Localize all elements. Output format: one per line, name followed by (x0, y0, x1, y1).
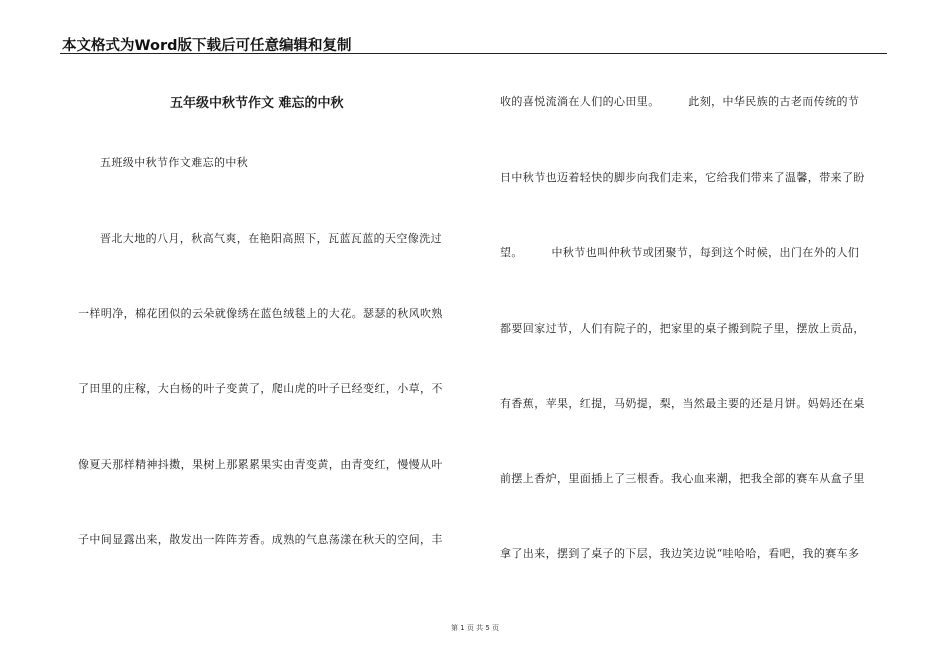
text-line: 像夏天那样精神抖擞，果树上那累累果实由青变黄，由青变红，慢慢从叶 (78, 458, 443, 471)
page-number-footer: 第 1 页 共 5 页 (450, 624, 500, 632)
text-line: 晋北大地的八月，秋高气爽，在艳阳高照下，瓦蓝瓦蓝的天空像洗过 (100, 232, 442, 245)
text-line: 一样明净，棉花团似的云朵就像绣在蓝色绒毯上的大花。瑟瑟的秋风吹熟 (78, 307, 443, 320)
text-line: 望。 中秋节也叫仲秋节或团聚节，每到这个时候，出门在外的人们 (500, 246, 860, 259)
text-line: 都要回家过节，人们有院子的，把家里的桌子搬到院子里，摆放上贡品， (500, 322, 865, 335)
text-line: 了田里的庄稼，大白杨的叶子变黄了，爬山虎的叶子已经变红，小草，不 (78, 382, 443, 395)
text-line: 日中秋节也迈着轻快的脚步向我们走来，它给我们带来了温馨，带来了盼 (500, 171, 865, 184)
text-line: 子中间显露出来，散发出一阵阵芳香。成熟的气息荡漾在秋天的空间，丰 (78, 533, 443, 546)
header-rule (60, 53, 887, 54)
document-header-title: 本文格式为Word版下载后可任意编辑和复制 (62, 38, 352, 54)
document-title: 五年级中秋节作文 难忘的中秋 (170, 96, 344, 111)
text-line: 前摆上香炉，里面插上了三根香。我心血来潮，把我全部的赛车从盒子里 (500, 472, 865, 485)
text-line: 有香蕉，苹果，红提，马奶提，梨，当然最主要的还是月饼。妈妈还在桌 (500, 397, 865, 410)
text-line: 五班级中秋节作文难忘的中秋 (100, 156, 249, 169)
text-line: 拿了出来，摆到了桌子的下层，我边笑边说“哇哈哈，看吧，我的赛车多 (500, 547, 860, 560)
text-line: 收的喜悦流淌在人们的心田里。 此刻，中华民族的古老而传统的节 (500, 95, 860, 108)
